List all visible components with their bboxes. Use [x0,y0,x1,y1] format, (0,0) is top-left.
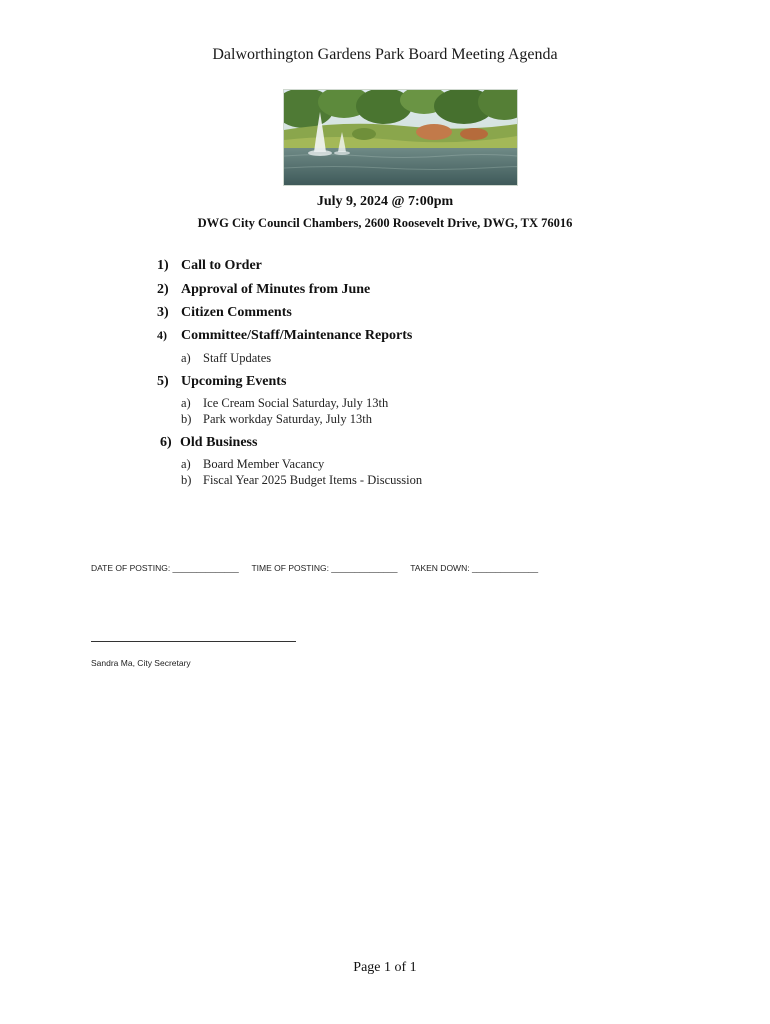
agenda-subitem [181,473,422,488]
agenda-item [157,328,412,344]
date-of-posting: DATE OF POSTING: ______________ [91,563,239,573]
agenda-subitem-label: Staff Updates [203,351,272,365]
agenda-item-number: 4) [157,328,167,342]
meeting-location: DWG City Council Chambers, 2600 Roosevelt Drive, DWG, TX 76016 [197,216,573,230]
park-pond-fountain-photo [283,89,518,186]
agenda-subitem [181,351,271,366]
agenda-subitem-label: Fiscal Year 2025 Budget Items - Discussion [203,473,423,487]
page-number: Page 1 of 1 [353,960,417,975]
agenda-item-label: Citizen Comments [181,305,292,320]
agenda-item-number: 2) [157,282,169,297]
agenda-item-number: 6) [160,435,172,450]
agenda-item [160,435,257,451]
agenda-subitem-letter: a) [181,457,191,471]
agenda-item-label: Call to Order [181,258,262,273]
signature-name: Sandra Ma, City Secretary [91,658,191,668]
agenda-subitem-letter: a) [181,396,191,410]
agenda-subitem-label: Board Member Vacancy [203,457,325,471]
posting-info [91,563,538,573]
agenda-subitem-label: Park workday Saturday, July 13th [203,412,372,426]
agenda-subitem-letter: a) [181,351,191,365]
agenda-subitem [181,412,372,427]
taken-down: TAKEN DOWN: ______________ [410,563,539,573]
agenda-subitem [181,396,388,411]
agenda-item [157,374,286,390]
agenda-subitem-label: Ice Cream Social Saturday, July 13th [203,396,389,410]
agenda-item-number: 5) [157,374,169,389]
document-title: Dalworthington Gardens Park Board Meeting Agenda [212,46,558,63]
agenda-item [157,305,292,321]
agenda-item-label: Committee/Staff/Maintenance Reports [181,328,413,343]
agenda-subitem-letter: b) [181,412,192,426]
signature-line [91,641,296,642]
agenda-item-label: Old Business [180,435,258,450]
agenda-item [157,282,370,298]
agenda-item [157,258,262,274]
agenda-subitem-letter: b) [181,473,192,487]
time-of-posting: TIME OF POSTING: ______________ [251,563,398,573]
meeting-date-time: July 9, 2024 @ 7:00pm [316,194,454,209]
agenda-subitem [181,457,324,472]
agenda-item-label: Approval of Minutes from June [181,282,371,297]
agenda-item-number: 3) [157,305,169,320]
agenda-item-label: Upcoming Events [181,374,287,389]
agenda-item-number: 1) [157,258,169,273]
